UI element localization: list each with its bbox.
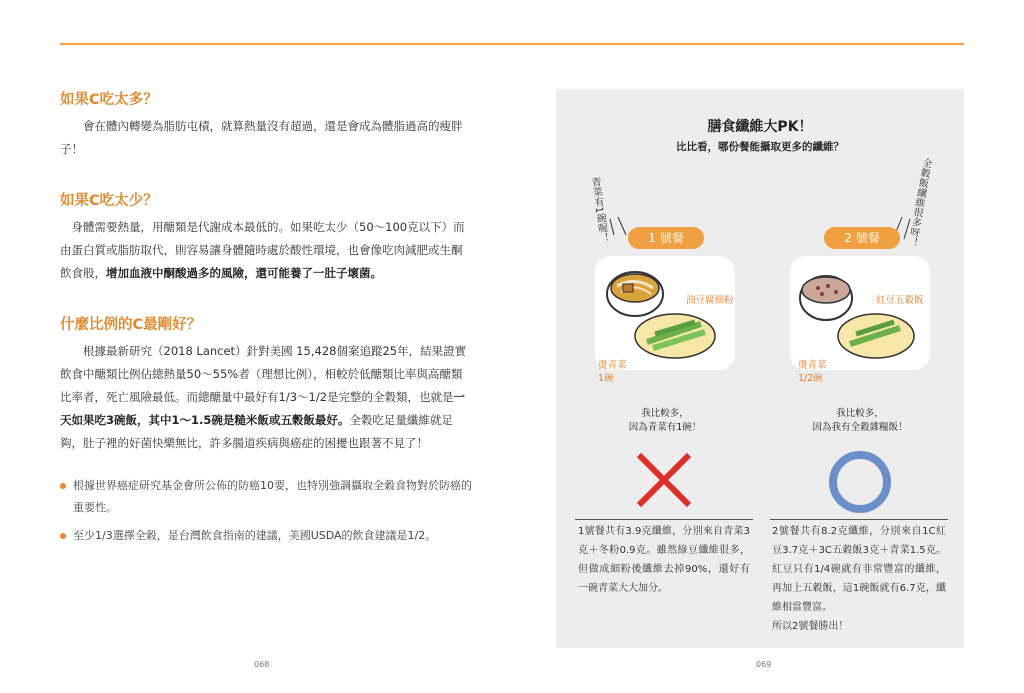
bullet-text-1: 根據世界癌症研究基金會所公佈的防癌10要，也特別強調攝取全穀食物對於防癌的重要性。 [73,479,472,514]
meal-2-divider [770,519,948,520]
top-rule [60,43,964,45]
meal-2-caption [770,407,950,435]
left-side-note: 青菜有1碗喔！ [588,176,609,244]
bullet-dot [60,533,66,539]
meal-1-food-a-label: 油豆腐細粉 [686,295,734,306]
paragraph-best-ratio-bold: 一天如果吃3碗飯，其中1～1.5碗是糙米飯或五穀飯最好。 [60,390,466,427]
meal-2-badge: 2 號餐 [824,227,900,249]
paragraph-too-much-text: 會在體內轉變為脂肪屯積，就算熱量沒有超過，還是會成為體脂過高的瘦胖子！ [60,119,463,156]
meal-1-food-b-line2: 1碗 [598,373,614,384]
correct-circle-icon [827,449,893,515]
right-side-note: 全穀飯纖維很多呀！ [905,156,932,248]
paragraph-best-ratio-text: 根據最新研究（2018 Lancet）針對美國 15,428個案追蹤25年，結果證實飲食中醣類比例佔總熱量50～55%者（理想比例），相較於低醣類比率與高醣類比率者，死亡風險最低。而總醣量中最好有1/3～1/2是完整的全穀類，也就是 [60,344,467,404]
wrong-cross-icon [635,451,693,509]
meal-2-food-b-line2: 1/2碗 [798,373,823,384]
heading-best-ratio: 什麼比例的C最剛好？ [60,317,202,333]
meal-2-caption-line1: 我比較多， [836,408,884,419]
panel-title: 膳食纖維大PK！ [707,119,813,135]
bullet-item [60,475,472,519]
bullet-item [60,525,472,547]
meal-2-conclusion: 所以2號餐勝出！ [772,621,849,632]
meal-1-description: 1號餐共有3.9克纖維，分別來自青菜3克＋冬粉0.9克。雖然綠豆纖維很多，但做成細粉後纖維去掉90%，還好有一碗青菜大大加分。 [578,526,750,594]
heading-too-much: 如果C吃太多？ [60,92,158,108]
page-number-right: 069 [756,660,772,669]
meal-1-caption-line1: 我比較多， [641,408,689,419]
bullet-dot [60,483,66,489]
meal-1-caption [575,407,755,435]
meal-2-description [772,522,946,636]
meal-1-food-b-label [598,359,627,385]
meal-1-card [595,256,735,370]
paragraph-best-ratio [60,340,472,455]
meal-2-caption-line2: 因為我有全穀雜糧飯！ [812,422,908,433]
grain-rice-and-greens-illustration [790,256,930,370]
section-too-little [60,189,472,285]
fiber-pk-panel [556,89,964,648]
meal-2-food-a-label: 紅豆五穀飯 [876,295,924,306]
panel-subtitle: 比比看，哪份餐能攝取更多的纖維？ [676,141,844,153]
meal-2-food-b-label [798,359,827,385]
paragraph-too-little [60,216,472,285]
meal-2-card [790,256,930,370]
section-too-much [60,88,472,161]
meal-1-caption-line2: 因為青菜有1碗！ [628,422,702,433]
bullet-list [60,475,472,547]
paragraph-best-ratio-text2: 全穀吃足量纖維就足夠，肚子裡的好菌快樂無比，許多腸道疾病與癌症的困擾也跟著不見了！ [60,413,453,450]
noodle-soup-and-greens-illustration [595,256,735,370]
section-best-ratio [60,313,472,455]
bullet-text-2: 至少1/3選擇全穀，是台灣飲食指南的建議，美國USDA的飲食建議是1/2。 [73,529,437,542]
heading-too-little: 如果C吃太少？ [60,193,158,209]
page-number-left: 068 [254,660,270,669]
meal-1-divider [575,519,753,520]
left-page-content [60,88,472,563]
paragraph-too-much [60,115,472,161]
paragraph-too-little-text: 身體需要熱量，用醣類是代謝成本最低的。如果吃太少（50～100克以下）而由蛋白質或脂肪取代，則容易讓身體隨時處於酸性環境，也會像吃肉減肥或生酮飲食般， [60,220,465,280]
meal-1-food-b-line1: 燙青菜 [598,360,627,371]
paragraph-too-little-bold: 增加血液中酮酸過多的風險，還可能養了一肚子壞菌。 [106,266,382,280]
meal-2-description-text: 2號餐共有8.2克纖維，分別來自1C紅豆3.7克＋3C五穀飯3克＋青菜1.5克。紅豆只有1/4碗就有非常豐富的纖維，再加上五穀飯，這1碗飯就有6.7克，纖維相當豐富。 [772,526,946,613]
meal-1-badge: 1 號餐 [628,227,704,249]
meal-2-food-b-line1: 燙青菜 [798,360,827,371]
